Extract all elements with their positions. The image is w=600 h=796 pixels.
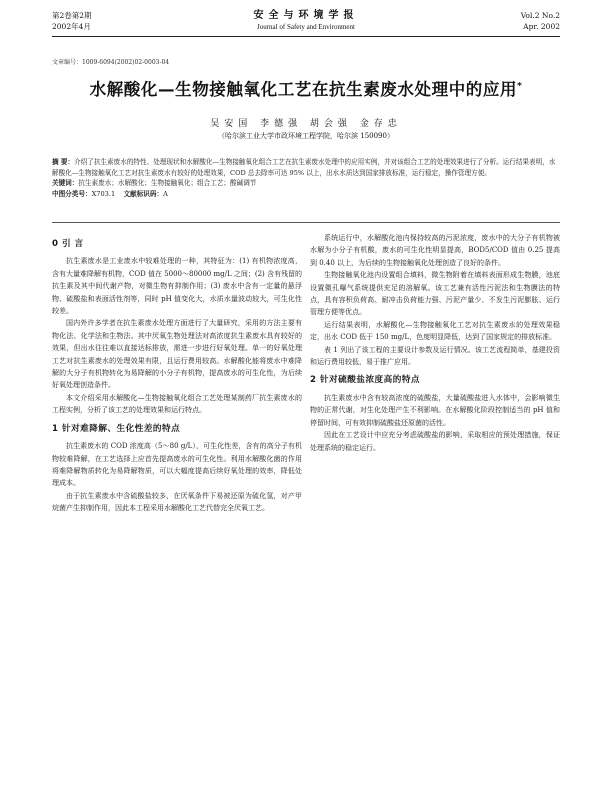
abstract-label: 摘 要： bbox=[52, 158, 75, 166]
journal-name bbox=[52, 10, 560, 32]
keywords-label: 关键词： bbox=[52, 179, 79, 187]
section-1-heading: 1 针对难降解、生化性差的特点 bbox=[52, 423, 181, 434]
clc-value: X703.1 bbox=[91, 189, 116, 198]
clc-label: 中图分类号： bbox=[52, 189, 92, 198]
paragraph: 本文介绍采用水解酸化—生物接触氧化组合工艺处理某制药厂抗生素废水的工程实例，分析了该工艺的处理效果和运行特点。 bbox=[52, 393, 302, 415]
article-id: 文章编号：1009-6094(2002)02-0003-04 bbox=[52, 59, 170, 66]
author-list: 吴安国 李德强 胡会强 金存忠 bbox=[210, 119, 402, 129]
section-0-heading: 0 引 言 bbox=[52, 239, 84, 249]
issue-date-en: Apr. 2002 bbox=[523, 22, 560, 31]
issue-info-en bbox=[521, 10, 560, 32]
abstract-block bbox=[52, 157, 560, 199]
abstract-text: 介绍了抗生素废水的特性、处理现状和水解酸化—生物接触氧化组合工艺在抗生素废水处理中的应用实例，并对该组合工艺的处理效果进行了分析。运行结果表明，水解酸化—生物接触氧化工艺对抗生素废水有较好的处理效果，COD 总去除率可达 95% 以上，出水水质达到国家排放标准，运行稳定，操作管理方便。 bbox=[52, 158, 556, 177]
paragraph: 系统运行中，水解酸化池内保持较高的污泥浓度，废水中的大分子有机物被水解为小分子有机酸，废水的可生化性明显提高，BOD5/COD 值由 0.25 提高到 0.40 以上，为后续的生物接触氧化处理创造了良好的条件。 bbox=[310, 234, 560, 267]
journal-header bbox=[52, 10, 560, 37]
paper-title-text: 水解酸化—生物接触氧化工艺在抗生素废水处理中的应用 bbox=[89, 80, 518, 99]
paragraph: 运行结果表明，水解酸化—生物接触氧化工艺对抗生素废水的处理效果稳定，出水 COD 低于 150 mg/L，色度明显降低，达到了国家规定的排放标准。 bbox=[310, 320, 560, 342]
volume-issue-en: Vol.2 No.2 bbox=[520, 11, 560, 20]
doc-code-label: 文献标识码： bbox=[123, 189, 164, 198]
classification bbox=[52, 189, 560, 200]
keywords-text: 抗生素废水；水解酸化；生物接触氧化；组合工艺；酸碱调节 bbox=[78, 179, 257, 187]
paragraph: 表 1 列出了该工程的主要设计参数及运行情况。该工艺流程简单，基建投资和运行费用较低，易于推广应用。 bbox=[310, 345, 560, 367]
abstract-divider bbox=[52, 222, 560, 223]
paragraph: 抗生素废水是工业废水中较难处理的一种，其特征为：(1) 有机物浓度高，含有大量难降解有机物，COD 值在 5000～80000 mg/L 之间；(2) 含有残留的抗生素及其中间代谢产物，对微生物有抑制作用；(3) 废水中含有一定量的悬浮物、硫酸盐和表面活性剂等，同时 pH 值变化大，水质水量波动较大，可生化性较差。 bbox=[52, 257, 302, 316]
section-2-heading: 2 针对硫酸盐浓度高的特点 bbox=[310, 375, 421, 386]
paragraph: 抗生素废水中含有较高浓度的硫酸盐，大量硫酸盐进入水体中，会影响微生物的正常代谢，对生化处理产生不利影响。在水解酸化阶段控制适当的 pH 值和停留时间，可有效抑制硫酸盐还原菌的活性。 bbox=[310, 393, 560, 427]
issue-date: 2002年4月 bbox=[52, 22, 91, 31]
keywords bbox=[52, 178, 560, 189]
abstract bbox=[52, 157, 560, 178]
paper-title bbox=[52, 76, 560, 100]
volume-issue: 第2卷第2期 bbox=[52, 11, 92, 20]
journal-name-en: Journal of Safety and Environment bbox=[257, 23, 355, 31]
paragraph: 因此在工艺设计中应充分考虑硫酸盐的影响，采取相应的预处理措施，保证处理系统的稳定运行。 bbox=[310, 431, 560, 452]
affiliation: （哈尔滨工业大学市政环境工程学院，哈尔滨 150090） bbox=[218, 132, 394, 140]
journal-name-cn: 安全与环境学报 bbox=[253, 10, 359, 21]
paragraph: 由于抗生素废水中含硫酸盐较多，在厌氧条件下易被还原为硫化氢，对产甲烷菌产生抑制作用，因此本工程采用水解酸化工艺代替完全厌氧工艺。 bbox=[52, 491, 302, 513]
paragraph: 抗生素废水的 COD 浓度高（5～80 g/L），可生化性差，含有的高分子有机物较难降解，在工艺选择上应首先提高废水的可生化性。利用水解酸化菌的作用将难降解物质转化为易降解物质，可以大幅度提高后续好氧处理的效率，降低处理成本。 bbox=[52, 442, 302, 488]
title-footnote-mark: * bbox=[517, 81, 523, 92]
paragraph: 国内外许多学者在抗生素废水处理方面进行了大量研究，采用的方法主要有物化法、化学法和生物法。其中厌氧生物处理法对高浓度抗生素废水具有较好的效果，但出水往往难以直接达标排放，需进一步进行好氧处理。单一的好氧处理工艺对抗生素废水的处理效果有限，且运行费用较高。水解酸化能将废水中难降解的大分子有机物转化为易降解的小分子有机物，提高废水的可生化性，为后续好氧处理创造条件。 bbox=[52, 319, 302, 390]
paragraph: 生物接触氧化池内设置组合填料，微生物附着在填料表面形成生物膜，池底设置微孔曝气系统提供充足的溶解氧。该工艺兼有活性污泥法和生物膜法的特点，具有容积负荷高、耐冲击负荷能力强、污泥产量少、不发生污泥膨胀、运行管理方便等优点。 bbox=[310, 271, 560, 317]
left-column bbox=[52, 232, 302, 515]
doc-code-value: A bbox=[163, 189, 168, 198]
right-column bbox=[310, 232, 560, 454]
